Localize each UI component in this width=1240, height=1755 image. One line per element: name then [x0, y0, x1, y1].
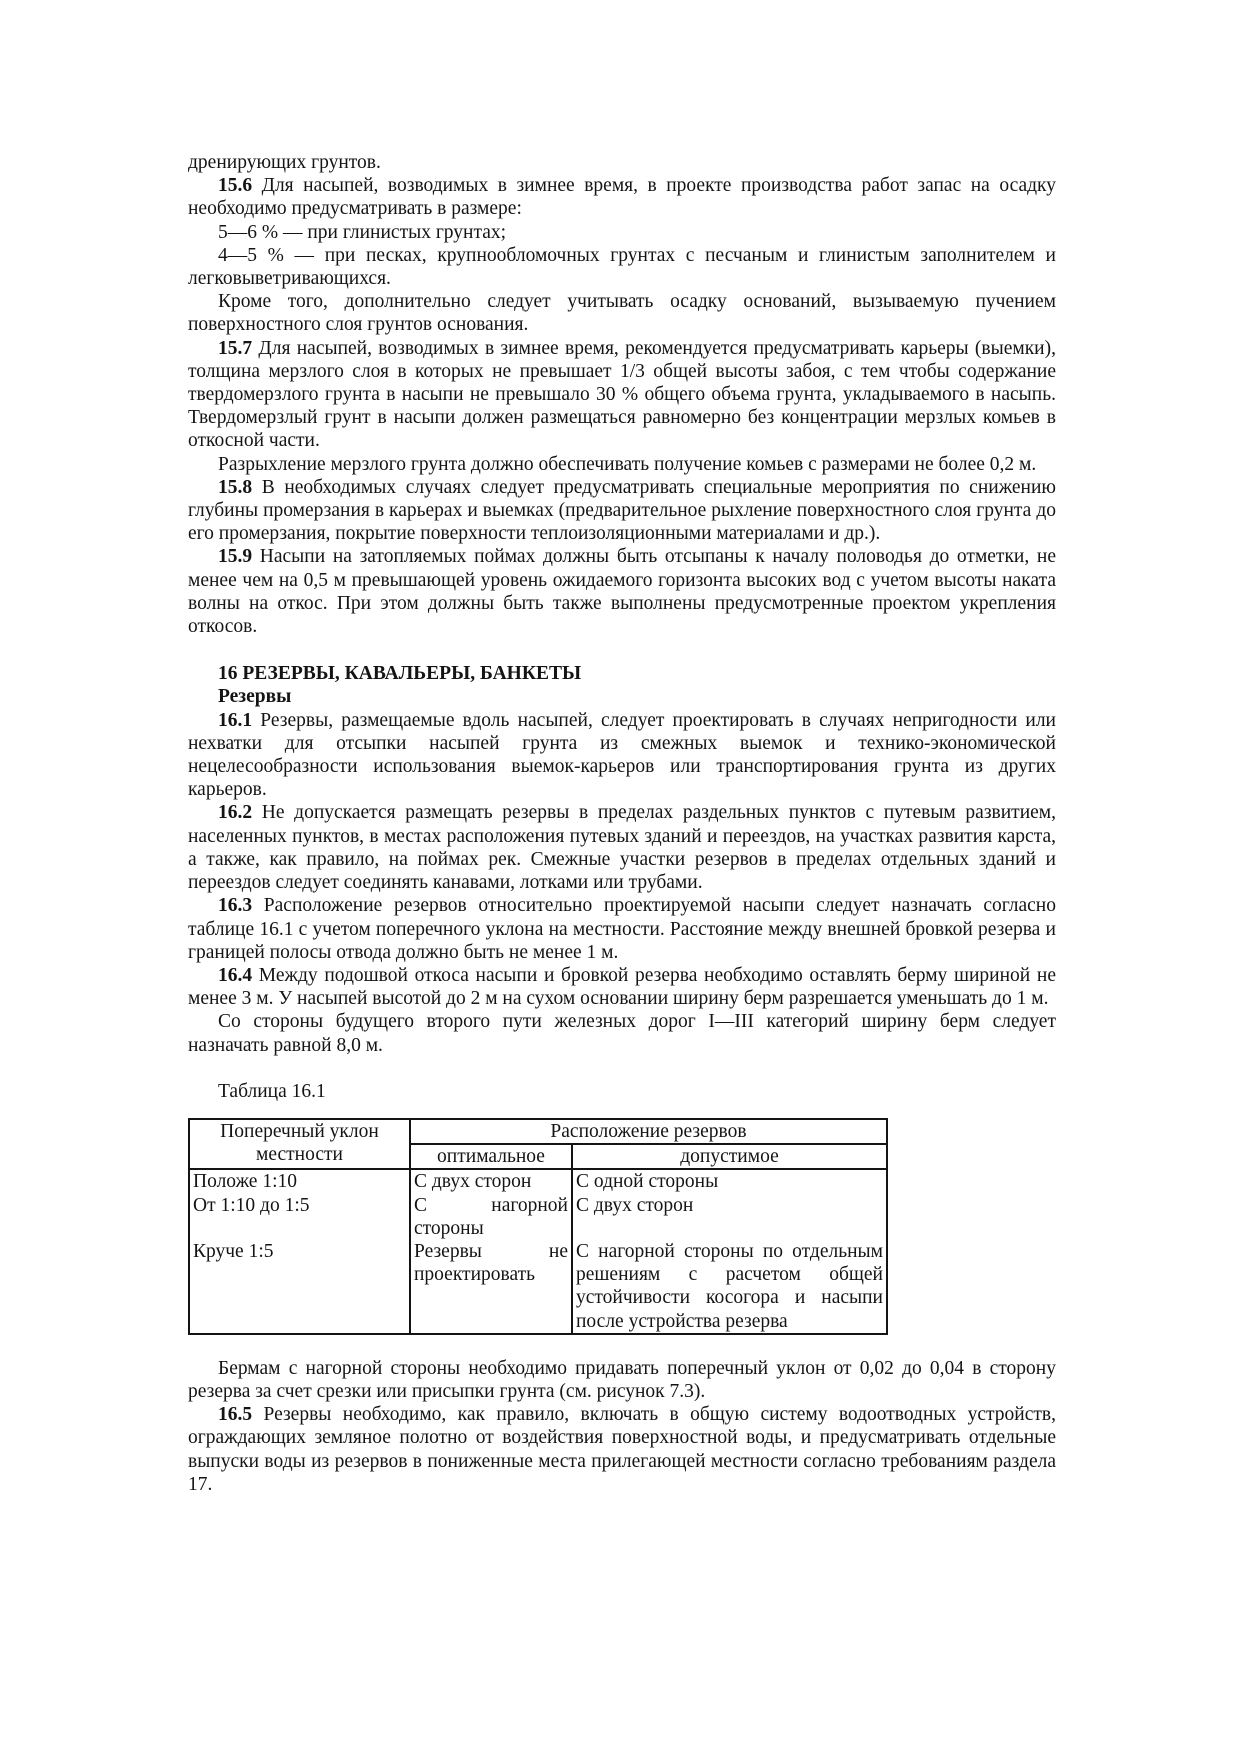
- clause-16-3: [188, 894, 1056, 964]
- table-after-spacer: [188, 1335, 1056, 1357]
- header-slope: Поперечный уклон местности: [189, 1119, 410, 1169]
- clause-15-9: [188, 545, 1056, 638]
- section-spacer: [188, 638, 1056, 662]
- paragraph-loosening: [188, 453, 1056, 476]
- clause-number: 16.3: [218, 895, 253, 917]
- cell-slope: Круче 1:5: [189, 1240, 410, 1334]
- clause-text: Насыпи на затопляемых поймах должны быть отсыпаны к началу половодья до отметки, не менее чем на 0,5 м превышающей уровень ожидаемого горизонта высоких вод с учетом высоты наката волны на откос. При этом должны быть также выполнены предусмотренные проектом укрепления откосов.: [188, 546, 1056, 638]
- paragraph-text: Разрыхление мерзлого грунта должно обеспечивать получение комьев с размерами не более 0,2 м.: [218, 453, 1037, 475]
- cell-optimal: С нагорной стороны: [410, 1194, 572, 1240]
- cell-slope: Положе 1:10: [189, 1169, 410, 1193]
- subsection-title: Резервы: [218, 686, 292, 708]
- header-optimal: оптимальное: [410, 1144, 572, 1169]
- table-row: [189, 1240, 887, 1334]
- clause-text: Между подошвой откоса насыпи и бровкой резерва необходимо оставлять берму шириной не менее 3 м. У насыпей высотой до 2 м на сухом основании ширину берм разрешается уменьшать до 1 м.: [188, 964, 1056, 1010]
- reserves-placement-table: [188, 1118, 888, 1335]
- table-header-row: [189, 1119, 887, 1144]
- paragraph-text: Кроме того, дополнительно следует учитывать осадку оснований, вызываемую пучением поверхностного слоя грунтов основания.: [188, 291, 1056, 336]
- list-item-clay: [188, 221, 1056, 244]
- table-caption: Таблица 16.1: [218, 1080, 326, 1102]
- clause-number: 16.4: [218, 964, 253, 986]
- header-placement: Расположение резервов: [410, 1119, 887, 1144]
- caption-spacer: [188, 1057, 1056, 1080]
- page-content: [188, 151, 1056, 1496]
- clause-16-1: [188, 709, 1056, 802]
- section-title: 16 РЕЗЕРВЫ, КАВАЛЬЕРЫ, БАНКЕТЫ: [218, 663, 582, 685]
- paragraph-text: Бермам с нагорной стороны необходимо придавать поперечный уклон от 0,02 до 0,04 в сторону резерва за счет срезки или присыпки грунта (см. рисунок 7.3).: [188, 1357, 1056, 1402]
- clause-16-2: [188, 801, 1056, 894]
- clause-number: 15.7: [218, 337, 253, 359]
- clause-text: Резервы необходимо, как правило, включать в общую систему водоотводных устройств, ограждающих земляное полотно от воздействия поверхностной воды, и предусматривать отдельные выпуски воды из резервов в пониженные места прилегающей местности согласно требованиям раздела 17.: [188, 1404, 1056, 1495]
- paragraph-text: дренирующих грунтов.: [188, 152, 381, 173]
- clause-text: Не допускается размещать резервы в пределах раздельных пунктов с путевым развитием, населенных пунктов, в местах расположения путевых зданий и переездов, на участках развития карста, а также, как правило, на поймах рек. Смежные участки резервов в пределах отдельных зданий и переездов следует соединять канавами, лотками или трубами.: [188, 802, 1056, 894]
- clause-text: Для насыпей, возводимых в зимнее время, рекомендуется предусматривать карьеры (выемки), толщина мерзлого слоя в которых не превышает 1/3 общей высоты забоя, с тем чтобы содержание твердомерзлого грунта в насыпи не превышало 30 % общего объема грунта, укладываемого в насыпь. Твердомерзлый грунт в насыпи должен размещаться равномерно без концентрации мерзлых комьев в откосной части.: [188, 337, 1056, 452]
- cell-slope: От 1:10 до 1:5: [189, 1194, 410, 1240]
- paragraph-continuation: [188, 151, 1056, 174]
- paragraph-berm-slope: [188, 1357, 1056, 1403]
- clause-text: Расположение резервов относительно проектируемой насыпи следует назначать согласно таблице 16.1 с учетом поперечного уклона на местности. Расстояние между внешней бровкой резерва и границей полосы отвода должно быть не менее 1 м.: [188, 895, 1056, 963]
- clause-number: 15.8: [218, 476, 253, 498]
- clause-number: 15.9: [218, 546, 253, 568]
- cell-optimal: Резервы не проектировать: [410, 1240, 572, 1334]
- list-item-text: 5—6 % — при глинистых грунтах;: [218, 221, 507, 243]
- list-item-sand: [188, 244, 1056, 290]
- paragraph-text: Со стороны будущего второго пути железных дорог I—III категорий ширину берм следует назначать равной 8,0 м.: [188, 1011, 1056, 1056]
- table-row: [189, 1169, 887, 1193]
- clause-16-5: [188, 1403, 1056, 1496]
- clause-text: Для насыпей, возводимых в зимнее время, в проекте производства работ запас на осадку необходимо предусматривать в размере:: [188, 175, 1056, 220]
- clause-number: 16.1: [218, 709, 253, 731]
- cell-permissible: С нагорной стороны по отдельным решениям с расчетом общей устойчивости косогора и насыпи после устройства резерва: [572, 1240, 887, 1334]
- table-spacer: [188, 1103, 1056, 1118]
- clause-15-7: [188, 337, 1056, 453]
- clause-number: 16.2: [218, 802, 253, 824]
- table-row: [189, 1194, 887, 1240]
- header-permissible: допустимое: [572, 1144, 887, 1169]
- paragraph-second-track: [188, 1010, 1056, 1056]
- clause-16-4: [188, 964, 1056, 1010]
- cell-permissible: С двух сторон: [572, 1194, 887, 1240]
- list-item-text: 4—5 % — при песках, крупнообломочных грунтах с песчаным и глинистым заполнителем и легковыветривающихся.: [188, 244, 1056, 290]
- clause-text: В необходимых случаях следует предусматривать специальные мероприятия по снижению глубины промерзания в карьерах и выемках (предварительное рыхление поверхностного слоя грунта до его промерзания, покрытие поверхности теплоизоляционными материалами и др.).: [188, 476, 1056, 545]
- clause-15-6: [188, 174, 1056, 220]
- paragraph-settlement: [188, 290, 1056, 336]
- clause-text: Резервы, размещаемые вдоль насыпей, следует проектировать в случаях непригодности или нехватки для отсыпки насыпей грунта из смежных выемок и технико-экономической нецелесообразности использования выемок-карьеров или транспортирования грунта из других карьеров.: [188, 709, 1056, 801]
- clause-15-8: [188, 476, 1056, 546]
- clause-number: 16.5: [218, 1404, 253, 1426]
- cell-permissible: С одной стороны: [572, 1169, 887, 1193]
- clause-number: 15.6: [218, 175, 253, 197]
- cell-optimal: С двух сторон: [410, 1169, 572, 1193]
